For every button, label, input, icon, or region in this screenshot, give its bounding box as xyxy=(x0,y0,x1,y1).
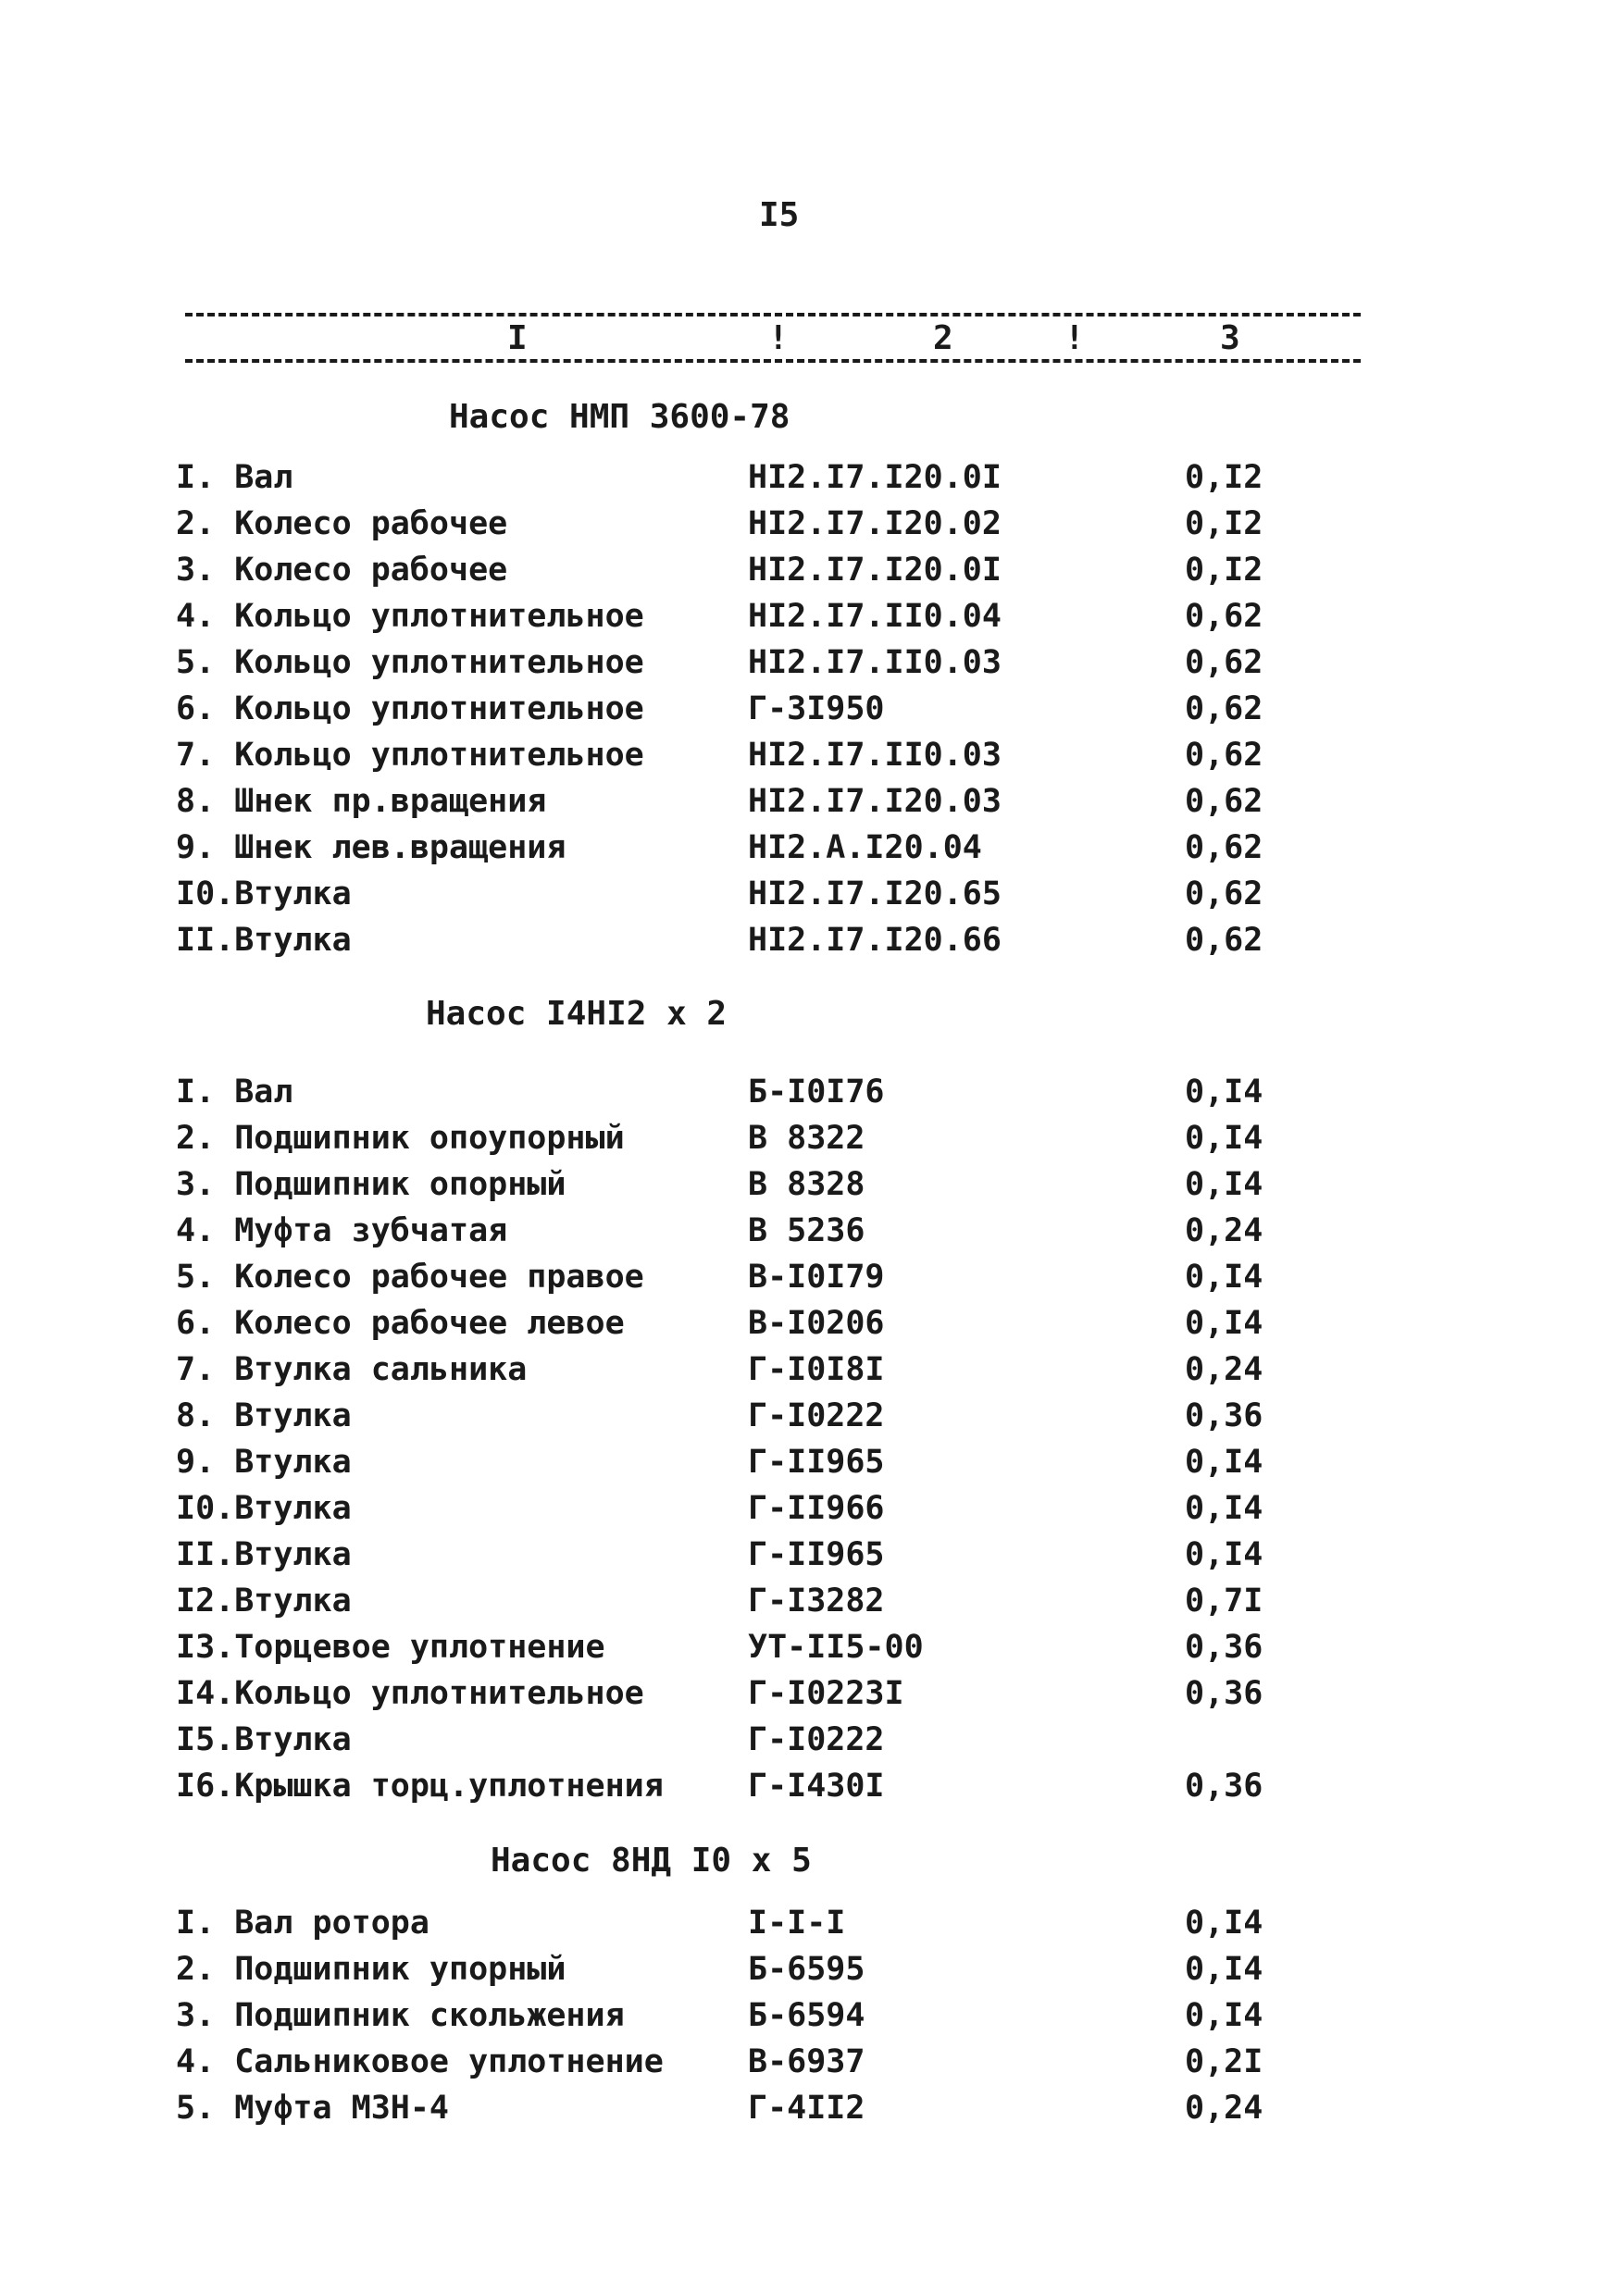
item-value: 0,I4 xyxy=(1185,1120,1263,1157)
item-value: 0,62 xyxy=(1185,783,1263,820)
item-value: 0,62 xyxy=(1185,875,1263,912)
column-separator: ! xyxy=(768,319,789,357)
item-value: 0,I2 xyxy=(1185,505,1263,542)
item-name: 2. Колесо рабочее xyxy=(176,505,508,542)
list-item xyxy=(0,552,1618,596)
item-code: В-I0206 xyxy=(748,1305,885,1342)
item-name: 8. Втулка xyxy=(176,1397,352,1434)
item-value: 0,I4 xyxy=(1185,1490,1263,1527)
list-item xyxy=(0,1305,1618,1349)
item-code: НI2.I7.I20.0I xyxy=(748,552,1002,589)
item-value: 0,I4 xyxy=(1185,1951,1263,1988)
item-name: II.Втулка xyxy=(176,922,352,959)
item-code: НI2.I7.I20.02 xyxy=(748,505,1002,542)
item-name: I6.Крышка торц.уплотнения xyxy=(176,1768,664,1805)
item-code: НI2.I7.I20.03 xyxy=(748,783,1002,820)
item-code: Г-II965 xyxy=(748,1536,885,1573)
list-item xyxy=(0,1074,1618,1118)
item-value: 0,62 xyxy=(1185,598,1263,635)
item-code: НI2.I7.I20.65 xyxy=(748,875,1002,912)
list-item xyxy=(0,1259,1618,1303)
list-item xyxy=(0,1768,1618,1812)
item-name: 3. Подшипник опорный xyxy=(176,1166,566,1203)
item-code: Г-I430I xyxy=(748,1768,885,1805)
item-value: 0,62 xyxy=(1185,737,1263,774)
list-item xyxy=(0,1905,1618,1949)
item-name: I5.Втулка xyxy=(176,1721,352,1758)
item-name: 6. Колесо рабочее левое xyxy=(176,1305,625,1342)
item-name: I3.Торцевое уплотнение xyxy=(176,1629,605,1666)
item-value: 0,2I xyxy=(1185,2043,1263,2080)
section-title: Насос НМП 3600-78 xyxy=(449,398,790,436)
item-name: 5. Кольцо уплотнительное xyxy=(176,644,644,681)
item-code: В 8322 xyxy=(748,1120,865,1157)
item-name: 4. Сальниковое уплотнение xyxy=(176,2043,664,2080)
section-title: Насос I4НI2 х 2 xyxy=(426,995,728,1033)
item-value: 0,I4 xyxy=(1185,1997,1263,2034)
item-code: Г-3I950 xyxy=(748,690,885,727)
list-item xyxy=(0,598,1618,642)
item-code: Г-I0I8I xyxy=(748,1351,885,1388)
column-separator: ! xyxy=(1064,319,1085,357)
page-number: I5 xyxy=(759,196,800,234)
list-item xyxy=(0,644,1618,689)
item-name: I. Вал xyxy=(176,1074,293,1111)
item-value: 0,24 xyxy=(1185,1351,1263,1388)
item-code: Г-I0223I xyxy=(748,1675,904,1712)
item-name: I0.Втулка xyxy=(176,875,352,912)
list-item xyxy=(0,1490,1618,1534)
list-item xyxy=(0,2090,1618,2134)
item-value: 0,62 xyxy=(1185,690,1263,727)
list-item xyxy=(0,1721,1618,1766)
item-name: 8. Шнек пр.вращения xyxy=(176,783,547,820)
item-value: 0,62 xyxy=(1185,922,1263,959)
item-code: НI2.I7.I20.0I xyxy=(748,459,1002,496)
list-item xyxy=(0,1536,1618,1581)
item-name: I2.Втулка xyxy=(176,1582,352,1620)
item-value: 0,I4 xyxy=(1185,1536,1263,1573)
list-item xyxy=(0,1997,1618,2042)
item-name: 7. Кольцо уплотнительное xyxy=(176,737,644,774)
list-item xyxy=(0,1951,1618,1995)
item-value: 0,36 xyxy=(1185,1675,1263,1712)
item-value: 0,36 xyxy=(1185,1629,1263,1666)
item-code: УТ-II5-00 xyxy=(748,1629,924,1666)
item-value: 0,36 xyxy=(1185,1768,1263,1805)
item-code: Б-6595 xyxy=(748,1951,865,1988)
item-name: 5. Муфта МЗН-4 xyxy=(176,2090,450,2127)
item-value: 0,I2 xyxy=(1185,552,1263,589)
item-value: 0,62 xyxy=(1185,644,1263,681)
column-1-heading: I xyxy=(507,319,528,357)
item-value: 0,36 xyxy=(1185,1397,1263,1434)
list-item xyxy=(0,1444,1618,1488)
item-code: В 5236 xyxy=(748,1212,865,1249)
list-item xyxy=(0,505,1618,550)
item-code: I-I-I xyxy=(748,1905,846,1942)
item-code: Г-II965 xyxy=(748,1444,885,1481)
item-name: 4. Кольцо уплотнительное xyxy=(176,598,644,635)
item-name: 3. Подшипник скольжения xyxy=(176,1997,625,2034)
item-code: Г-I0222 xyxy=(748,1397,885,1434)
list-item xyxy=(0,1582,1618,1627)
item-value: 0,I4 xyxy=(1185,1905,1263,1942)
list-item xyxy=(0,1212,1618,1257)
column-2-heading: 2 xyxy=(933,319,953,357)
item-name: 2. Подшипник упорный xyxy=(176,1951,566,1988)
list-item xyxy=(0,459,1618,503)
list-item xyxy=(0,1675,1618,1719)
item-value: 0,I4 xyxy=(1185,1259,1263,1296)
item-code: Б-I0I76 xyxy=(748,1074,885,1111)
section-title: Насос 8НД I0 х 5 xyxy=(491,1842,812,1880)
item-name: I. Вал ротора xyxy=(176,1905,429,1942)
header-top-rule xyxy=(185,313,1361,316)
item-code: НI2.I7.II0.04 xyxy=(748,598,1002,635)
item-value: 0,24 xyxy=(1185,1212,1263,1249)
list-item xyxy=(0,1629,1618,1673)
item-name: I. Вал xyxy=(176,459,293,496)
item-code: Б-6594 xyxy=(748,1997,865,2034)
item-code: Г-4II2 xyxy=(748,2090,865,2127)
item-value: 0,7I xyxy=(1185,1582,1263,1620)
list-item xyxy=(0,690,1618,735)
item-code: Г-I3282 xyxy=(748,1582,885,1620)
item-code: НI2.I7.II0.03 xyxy=(748,644,1002,681)
list-item xyxy=(0,1351,1618,1396)
item-code: Г-I0222 xyxy=(748,1721,885,1758)
item-code: В-I0I79 xyxy=(748,1259,885,1296)
item-name: 9. Втулка xyxy=(176,1444,352,1481)
item-value: 0,I4 xyxy=(1185,1166,1263,1203)
item-name: II.Втулка xyxy=(176,1536,352,1573)
list-item xyxy=(0,922,1618,966)
item-name: 4. Муфта зубчатая xyxy=(176,1212,508,1249)
item-name: 7. Втулка сальника xyxy=(176,1351,528,1388)
list-item xyxy=(0,829,1618,874)
item-name: I0.Втулка xyxy=(176,1490,352,1527)
list-item xyxy=(0,875,1618,920)
item-name: 6. Кольцо уплотнительное xyxy=(176,690,644,727)
list-item xyxy=(0,1397,1618,1442)
item-code: В-6937 xyxy=(748,2043,865,2080)
item-code: Г-II966 xyxy=(748,1490,885,1527)
list-item xyxy=(0,1120,1618,1164)
item-value: 0,I4 xyxy=(1185,1444,1263,1481)
list-item xyxy=(0,1166,1618,1210)
item-name: 3. Колесо рабочее xyxy=(176,552,508,589)
item-value: 0,I4 xyxy=(1185,1074,1263,1111)
item-code: В 8328 xyxy=(748,1166,865,1203)
list-item xyxy=(0,783,1618,827)
list-item xyxy=(0,737,1618,781)
item-value: 0,62 xyxy=(1185,829,1263,866)
item-name: 9. Шнек лев.вращения xyxy=(176,829,566,866)
item-value: 0,I4 xyxy=(1185,1305,1263,1342)
item-code: НI2.А.I20.04 xyxy=(748,829,982,866)
item-name: 5. Колесо рабочее правое xyxy=(176,1259,644,1296)
item-name: I4.Кольцо уплотнительное xyxy=(176,1675,644,1712)
list-item xyxy=(0,2043,1618,2088)
item-value: 0,I2 xyxy=(1185,459,1263,496)
item-code: НI2.I7.I20.66 xyxy=(748,922,1002,959)
header-bottom-rule xyxy=(185,359,1361,363)
item-value: 0,24 xyxy=(1185,2090,1263,2127)
column-3-heading: 3 xyxy=(1220,319,1240,357)
item-name: 2. Подшипник опоупорный xyxy=(176,1120,625,1157)
item-code: НI2.I7.II0.03 xyxy=(748,737,1002,774)
